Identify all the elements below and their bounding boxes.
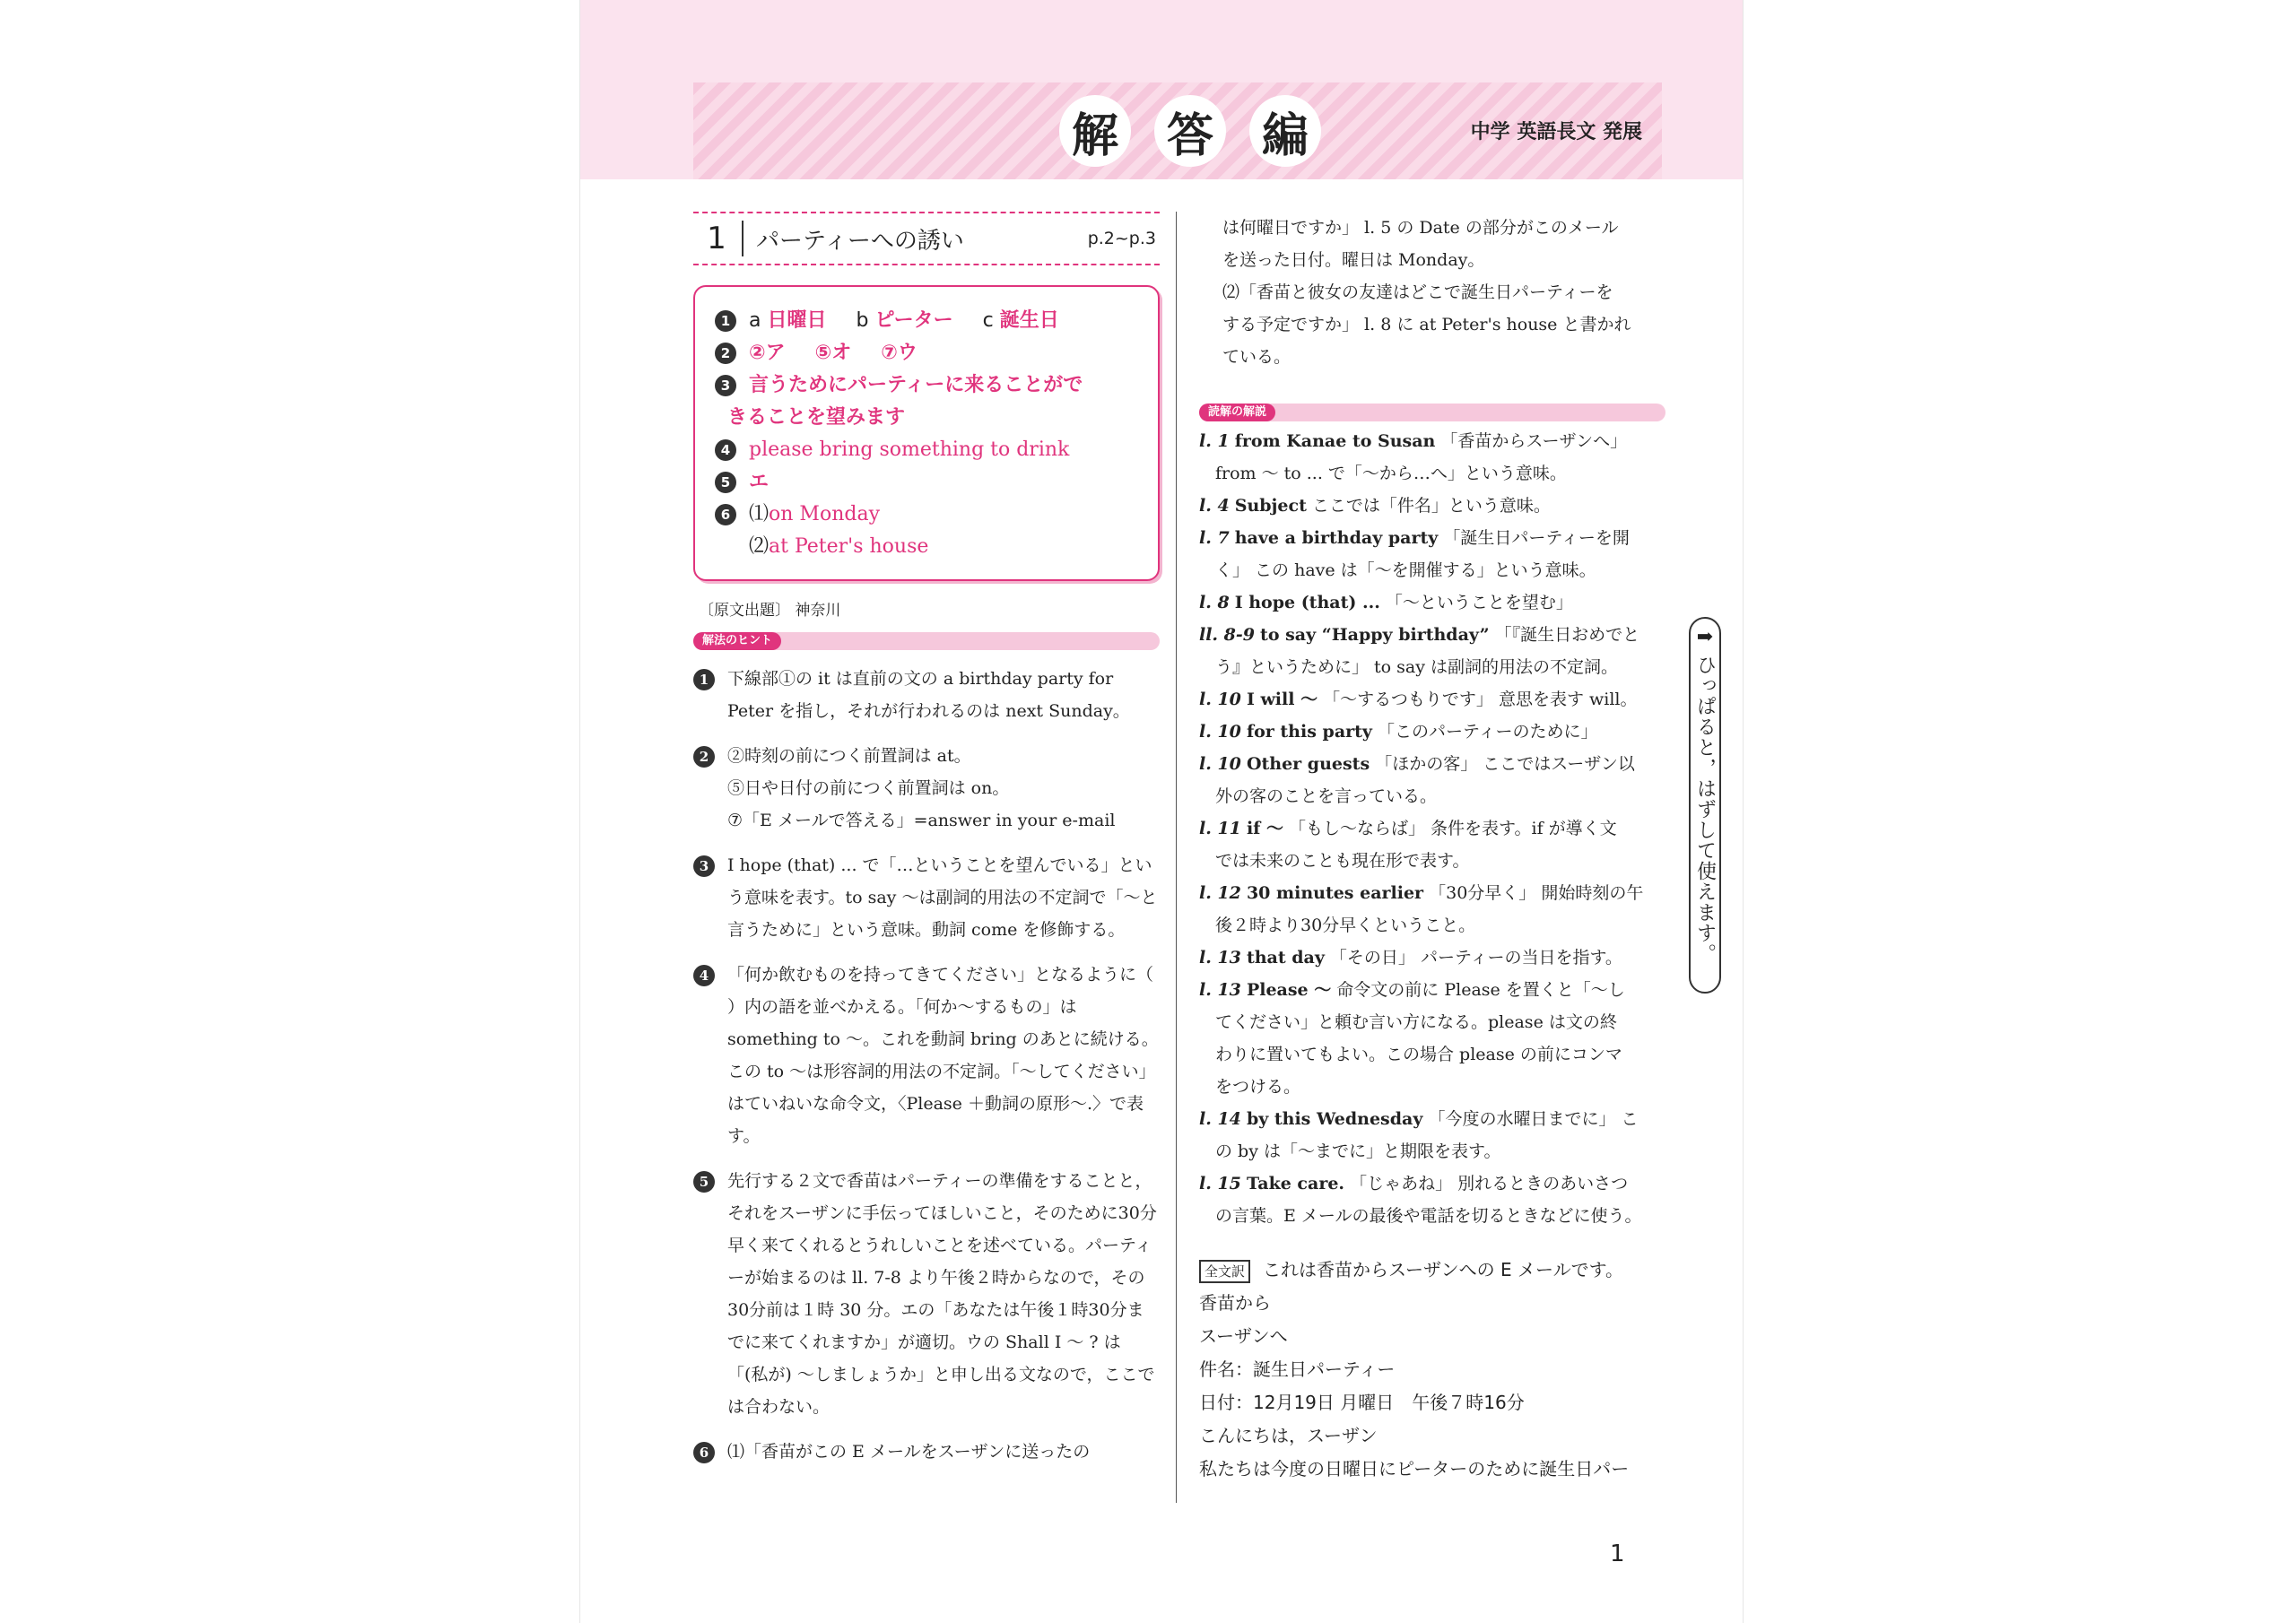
line-ref: l. 8 — [1199, 593, 1230, 612]
explanation: の by は「～までに」と期限を表す。 — [1215, 1141, 1501, 1161]
explanation: てください」と頼む言い方になる。please は文の終 — [1215, 1012, 1617, 1032]
term: Subject — [1234, 496, 1307, 516]
number-5-icon: 5 — [715, 472, 736, 493]
term: for this party — [1246, 722, 1372, 742]
line-ref: l. 12 — [1199, 883, 1241, 903]
translation-line: こんにちは，スーザン — [1199, 1425, 1378, 1446]
hints-label: 解法のヒント — [693, 632, 781, 650]
title-char: 解 — [1059, 95, 1131, 167]
explanation: 「もし～ならば」 条件を表す。if が導く文 — [1289, 819, 1617, 838]
line-ref: l. 13 — [1199, 948, 1241, 968]
hint-3-text: I hope (that) ... で「…ということを望んでいる」という意味を表す。to say ～は副詞的用法の不定詞で「～と言うために」という意味。動詞 come を修飾する。 — [727, 855, 1158, 940]
answer-5-text: エ — [749, 471, 770, 493]
book-title: 中学 英語長文 発展 — [1470, 121, 1642, 143]
explanation: 「『誕生日おめでと — [1494, 625, 1640, 645]
right-column — [1199, 212, 1665, 1486]
answer-3 — [715, 369, 1142, 402]
line-ref: l. 11 — [1199, 819, 1241, 838]
translation-line: 香苗から — [1199, 1292, 1271, 1314]
hint-5-text: 先行する２文で香苗はパーティーの準備をすることと，それをスーザンに手伝ってほしいこと，そのために30分早く来てくれるとうれしいことを述べている。パーティーが始まるのは ll. 7-8 より午後２時からなので，その30分前は１時 30 分。エの「あなたは午後１時30分までに来てくれますか」が適切。ウの Shall I ～ ? は「(私が) ～しましょうか」と申し出る文なので，ここでは合わない。 — [727, 1171, 1157, 1417]
pull-out-tab[interactable] — [1689, 617, 1721, 994]
explanation: わりに置いてもよい。この場合 please の前にコンマ — [1215, 1045, 1622, 1064]
reading-item — [1199, 522, 1665, 554]
explanation: 「～ということを望む」 — [1385, 593, 1573, 612]
reading-item — [1199, 942, 1665, 974]
hint-1 — [693, 663, 1160, 727]
answer-3-cont — [715, 402, 1142, 434]
number-5-icon: 5 — [693, 1171, 715, 1193]
number-1-icon: 1 — [715, 310, 736, 332]
reading-item — [1199, 457, 1665, 490]
title-char: 答 — [1154, 95, 1226, 167]
section-number: 1 — [699, 221, 744, 256]
line-ref: l. 4 — [1199, 496, 1230, 516]
explanation: 命令文の前に Please を置くと「～し — [1336, 980, 1625, 1000]
explanation: の言葉。E メールの最後や電話を切るときなどに使う。 — [1215, 1206, 1642, 1226]
reading-item — [1199, 748, 1665, 780]
explanation: では未来のことも現在形で表す。 — [1215, 851, 1470, 871]
page-number: 1 — [1610, 1541, 1625, 1567]
reading-item — [1199, 1006, 1665, 1038]
reading-list — [1199, 425, 1665, 1232]
title — [1059, 95, 1321, 167]
left-column — [693, 212, 1160, 1468]
answer-box — [693, 285, 1160, 581]
explanation: 「～するつもりです」 意思を表す will。 — [1323, 690, 1638, 709]
explanation: 外の客のことを言っている。 — [1215, 786, 1438, 806]
reading-item — [1199, 1038, 1665, 1071]
term: 30 minutes earlier — [1246, 883, 1424, 903]
source-note: 〔原文出題〕 神奈川 — [699, 602, 841, 620]
reading-item — [1199, 845, 1665, 877]
hints-label-bar — [693, 632, 1160, 650]
number-6-icon: 6 — [715, 504, 736, 525]
hint-2 — [693, 740, 1160, 837]
answer-6-part2: ⑵at Peter's house — [749, 535, 929, 558]
section-pages: p.2~p.3 — [1087, 229, 1156, 248]
reading-item — [1199, 651, 1665, 683]
explanation: 「30分早く」 開始時刻の午 — [1429, 883, 1644, 903]
reading-label: 読解の解説 — [1199, 404, 1275, 421]
reading-item — [1199, 1103, 1665, 1135]
reading-item — [1199, 619, 1665, 651]
answer-2-text: ②ア ⑤オ ⑦ウ — [749, 342, 918, 364]
answer-3-line2: きることを望みます — [727, 406, 906, 429]
title-char: 編 — [1249, 95, 1321, 167]
answer-6 — [715, 499, 1142, 531]
explanation: く」 この have は「～を開催する」という意味。 — [1215, 560, 1596, 580]
translation — [1199, 1254, 1665, 1486]
answer-2 — [715, 337, 1142, 369]
number-4-icon: 4 — [693, 965, 715, 986]
term: that day — [1246, 948, 1325, 968]
reading-item — [1199, 974, 1665, 1006]
reading-item — [1199, 586, 1665, 619]
term: to say “Happy birthday” — [1260, 625, 1490, 645]
reading-item — [1199, 877, 1665, 909]
explanation: 「このパーティーのために」 — [1378, 722, 1598, 742]
term: I will ～ — [1246, 690, 1318, 709]
explanation: 「じゃあね」 別れるときのあいさつ — [1350, 1174, 1629, 1193]
explanation: う』というために」 to say は副詞的用法の不定詞。 — [1215, 657, 1619, 677]
explanation: ここでは「件名」という意味。 — [1311, 496, 1551, 516]
translation-line: 日付：12月19日 月曜日 午後７時16分 — [1199, 1392, 1525, 1413]
number-3-icon: 3 — [693, 855, 715, 877]
answer-6-cont — [715, 531, 1142, 563]
reading-item — [1199, 909, 1665, 942]
explanation: 後２時より30分早くということ。 — [1215, 916, 1476, 935]
reading-item — [1199, 425, 1665, 457]
number-2-icon: 2 — [715, 343, 736, 364]
explanation: 「ほかの客」 ここではスーザン以 — [1375, 754, 1635, 774]
hint-6 — [693, 1436, 1160, 1468]
arrow-right-icon: ➡ — [1696, 626, 1714, 648]
hint-4 — [693, 959, 1160, 1152]
term: Take care. — [1246, 1174, 1345, 1193]
number-3-icon: 3 — [715, 375, 736, 396]
title-band — [693, 82, 1662, 179]
term: Please ～ — [1246, 980, 1332, 1000]
reading-item — [1199, 1071, 1665, 1103]
reading-item — [1199, 812, 1665, 845]
explanation: 「香苗からスーザンへ」 — [1440, 431, 1628, 451]
answer-4-text: please bring something to drink — [749, 438, 1070, 461]
number-6-icon: 6 — [693, 1442, 715, 1463]
hint-1-text: 下線部①の it は直前の文の a birthday party for Peter を指し，それが行われるのは next Sunday。 — [727, 669, 1130, 721]
line-ref: l. 10 — [1199, 722, 1241, 742]
reading-item — [1199, 1135, 1665, 1167]
reading-item — [1199, 780, 1665, 812]
hint-4-text: 「何か飲むものを持ってきてください」となるように（ ）内の語を並べかえる。「何か～するもの」は something to ～。これを動詞 bring のあとに続ける。この to ～は形容詞的用法の不定詞。「～してください」はていねいな命令文，〈Please ＋動詞の原形～.〉で表す。 — [727, 965, 1159, 1146]
column-divider — [1176, 212, 1177, 1503]
reading-item — [1199, 683, 1665, 716]
number-4-icon: 4 — [715, 439, 736, 461]
explanation: 「今度の水曜日までに」 こ — [1428, 1109, 1639, 1129]
line-ref: ll. 8-9 — [1199, 625, 1255, 645]
number-2-icon: 2 — [693, 746, 715, 768]
term: by this Wednesday — [1246, 1109, 1423, 1129]
translation-tag: 全文訳 — [1199, 1260, 1250, 1283]
hint-6-text: ⑴「香苗がこの E メールをスーザンに送ったの — [727, 1442, 1091, 1462]
hint-3 — [693, 849, 1160, 946]
line-ref: l. 10 — [1199, 690, 1241, 709]
term: if ～ — [1246, 819, 1283, 838]
answer-6-part1: ⑴on Monday — [749, 503, 880, 525]
hint-2-text: ②時刻の前につく前置詞は at。 ⑤日や日付の前につく前置詞は on。 ⑦「E メールで答える」=answer in your e-mail — [727, 746, 1116, 830]
explanation: from ～ to ... で「～から…へ」という意味。 — [1215, 464, 1567, 483]
answer-5 — [715, 466, 1142, 499]
reading-item — [1199, 1167, 1665, 1200]
pull-out-tab-label: ひっぱると，はずして使えます。 — [1693, 655, 1717, 964]
reading-item — [1199, 716, 1665, 748]
page — [579, 0, 1744, 1623]
answer-4 — [715, 434, 1142, 466]
line-ref: l. 10 — [1199, 754, 1241, 774]
explanation: 「その日」 パーティーの当日を指す。 — [1329, 948, 1622, 968]
line-ref: l. 14 — [1199, 1109, 1241, 1129]
explanation: をつける。 — [1215, 1077, 1301, 1097]
reading-item — [1199, 1200, 1665, 1232]
answer-1-text: a 日曜日 b ピーター c 誕生日 — [749, 309, 1059, 332]
translation-intro: 全文訳 これは香苗からスーザンへの E メールです。 — [1199, 1254, 1665, 1287]
term: Other guests — [1246, 754, 1370, 774]
term: I hope (that) ... — [1234, 593, 1380, 612]
line-ref: l. 13 — [1199, 980, 1241, 1000]
explanation: 「誕生日パーティーを開 — [1443, 528, 1630, 548]
reading-label-bar — [1199, 404, 1665, 421]
term: from Kanae to Susan — [1234, 431, 1436, 451]
number-1-icon: 1 — [693, 669, 715, 690]
section-header — [693, 212, 1160, 265]
term: have a birthday party — [1234, 528, 1439, 548]
translation-line: 件名：誕生日パーティー — [1199, 1358, 1396, 1380]
hint-5 — [693, 1165, 1160, 1423]
translation-line: 私たちは今度の日曜日にピーターのために誕生日パー — [1199, 1458, 1630, 1480]
translation-line: スーザンへ — [1199, 1325, 1288, 1347]
line-ref: l. 1 — [1199, 431, 1230, 451]
reading-item — [1199, 554, 1665, 586]
hint-6-continued: は何曜日ですか」 l. 5 の Date の部分がこのメール を送った日付。曜日は Monday。 ⑵「香苗と彼女の友達はどこで誕生日パーティーを する予定ですか」 l. 8 に at Peter's house と書かれ ている。 — [1222, 218, 1631, 367]
line-ref: l. 7 — [1199, 528, 1230, 548]
section-title: パーティーへの誘い — [756, 227, 964, 255]
answer-3-line1: 言うためにパーティーに来ることがで — [749, 374, 1083, 396]
line-ref: l. 15 — [1199, 1174, 1241, 1193]
reading-item — [1199, 490, 1665, 522]
answer-1 — [715, 305, 1142, 337]
